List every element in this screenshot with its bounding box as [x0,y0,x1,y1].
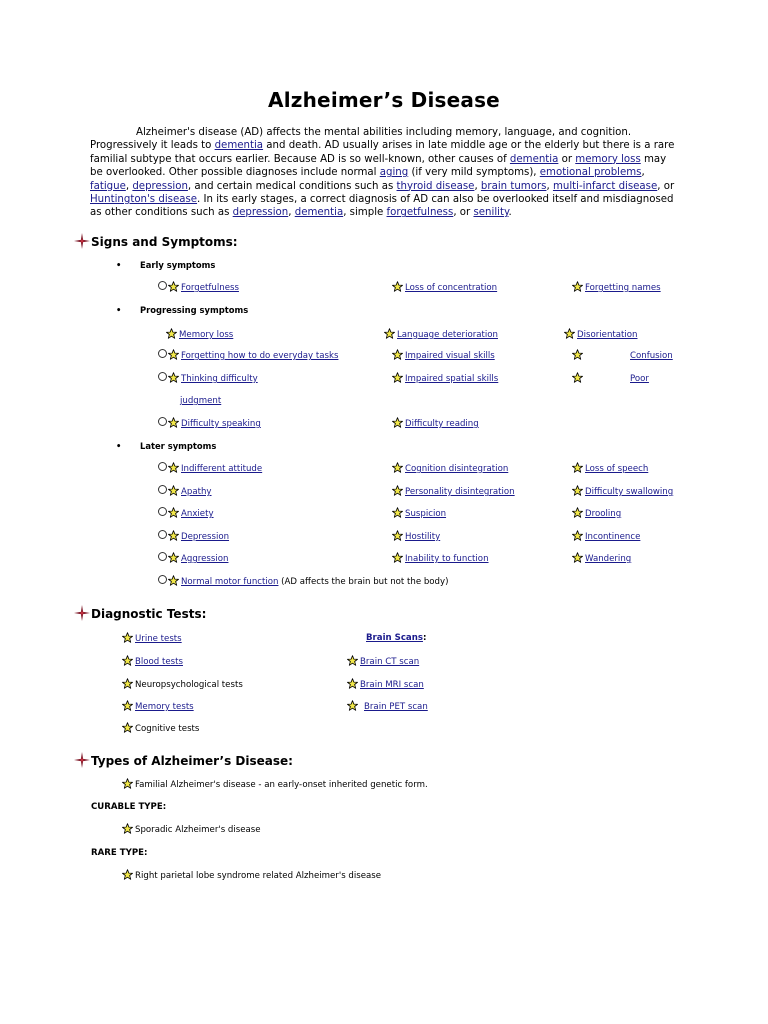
symptom-link[interactable]: Difficulty speaking [181,419,261,429]
circle-bullet-icon [158,530,167,539]
motor-function-note: (AD affects the brain but not the body) [278,577,449,587]
intro-link[interactable]: dementia [294,207,344,219]
star-icon [564,328,575,339]
symptom-item [392,462,508,475]
symptom-item [158,462,262,475]
symptom-item [572,507,621,520]
symptom-item [384,328,498,341]
symptom-link[interactable]: Incontinence [585,532,641,542]
symptom-item [158,507,214,520]
star-icon [122,655,133,666]
intro-link[interactable]: fatigue [90,180,126,192]
star-icon [166,328,177,339]
symptom-item [572,530,640,543]
intro-link[interactable]: Huntington's disease [90,194,198,206]
symptom-item [392,552,489,565]
star-icon [122,869,133,880]
early-symptoms-label: • Early symptoms [116,260,216,270]
symptom-link[interactable]: Forgetfulness [181,283,239,293]
symptom-item [158,281,239,294]
symptom-item [158,552,228,565]
star-icon [347,655,358,666]
star-icon [168,462,179,473]
diagnostic-test-item [122,700,194,713]
circle-bullet-icon [158,281,167,290]
symptom-link[interactable]: Inability to function [405,554,489,564]
symptom-item [572,349,673,362]
star-icon [572,485,583,496]
symptom-item [392,281,497,294]
star-icon [168,349,179,360]
star-icon [168,530,179,541]
symptom-link[interactable]: Aggression [181,554,229,564]
star-icon [347,700,358,711]
circle-bullet-icon [158,349,167,358]
brain-scans-link[interactable]: Brain Scans [366,633,423,643]
intro-text: or [558,153,576,165]
symptom-link[interactable]: Depression [181,532,230,542]
symptom-item [564,328,638,341]
intro-text: . [508,207,512,219]
intro-text: , or [453,207,474,219]
symptom-link[interactable]: Indifferent attitude [181,464,263,474]
intro-link[interactable]: multi-infarct disease [552,180,658,192]
star-icon [392,530,403,541]
brain-scan-item [347,700,428,713]
intro-link[interactable]: brain tumors [480,180,547,192]
page-title: Alzheimer’s Disease [268,88,500,112]
intro-link[interactable]: depression [132,180,188,192]
brain-scan-link[interactable]: Brain MRI scan [360,680,424,690]
star-icon [572,462,583,473]
circle-bullet-icon [158,507,167,516]
diagnostic-test-link: Neuropsychological tests [135,680,243,690]
later-symptoms-label: • Later symptoms [116,441,217,451]
star-icon [392,281,403,292]
brain-scan-item [347,678,424,691]
intro-text: , [474,180,481,192]
star-icon [572,530,583,541]
symptom-item [572,281,661,294]
signs-heading: Signs and Symptoms: [74,233,238,249]
rare-type-label: RARE TYPE: [91,848,148,858]
star-icon [392,462,403,473]
brain-scan-item [347,655,419,668]
symptom-link[interactable]: Personality disintegration [405,487,515,497]
diagnostic-test-link[interactable]: Blood tests [135,657,183,667]
symptom-link[interactable]: Language deterioration [397,330,498,340]
star-icon [392,552,403,563]
circle-bullet-icon [158,575,167,584]
star-icon [392,349,403,360]
star-icon [168,485,179,496]
intro-paragraph [90,126,680,220]
symptom-item [158,417,261,430]
symptom-link[interactable]: Poor [630,374,649,384]
symptom-item [572,372,649,385]
intro-text: , [125,180,133,192]
diagnostic-heading: Diagnostic Tests: [74,605,206,621]
brain-scan-link[interactable]: Brain CT scan [360,657,420,667]
symptom-link[interactable]: Impaired visual skills [405,351,495,361]
star-icon [168,552,179,563]
circle-bullet-icon [158,372,167,381]
symptom-link[interactable]: Memory loss [179,330,234,340]
symptom-link[interactable]: Loss of concentration [405,283,498,293]
intro-text: , simple [343,207,387,219]
star-icon [572,552,583,563]
intro-link[interactable]: forgetfulness [386,207,454,219]
symptom-link[interactable]: Drooling [585,509,622,519]
symptom-item [392,507,446,520]
symptom-item [158,372,258,385]
intro-link[interactable]: aging [379,167,409,179]
right-parietal-type-item: Right parietal lobe syndrome related Alzheimer's disease [122,869,381,882]
intro-text: , and certain medical conditions such as [187,180,397,192]
symptom-link[interactable]: Hostility [405,532,441,542]
intro-link[interactable]: dementia [509,153,559,165]
intro-text: , [641,167,645,179]
symptom-link[interactable]: Forgetting how to do everyday tasks [181,351,339,361]
intro-link[interactable]: dementia [214,140,264,152]
symptom-item [572,485,673,498]
symptom-item [572,462,648,475]
diagnostic-test-item [122,655,183,668]
intro-text: and death. AD usually arises in late middle age or the elderly but there is a rare familial subtype that occurs earlier. Because AD is so well-known, other causes of [90,140,675,165]
sporadic-type-item: Sporadic Alzheimer's disease [122,823,261,836]
familial-type-item: Familial Alzheimer's disease - an early-onset inherited genetic form. [122,778,428,791]
circle-bullet-icon [158,485,167,494]
symptom-item [158,485,212,498]
star-icon [122,700,133,711]
star-icon [168,575,179,586]
star-icon [168,507,179,518]
star-icon [168,281,179,292]
diagnostic-test-item [122,722,199,735]
diagnostic-test-link[interactable]: Urine tests [135,634,182,644]
star-icon [168,417,179,428]
diagnostic-test-item [122,678,243,691]
diagnostic-test-item [122,632,182,645]
symptom-item [166,328,233,341]
intro-text: may be overlooked. Other possible diagnoses include normal [90,153,667,179]
intro-text: . In its early stages, a correct diagnosis of AD can also be overlooked itself and misdiagnosed as other conditions such as [90,194,674,219]
symptom-item [572,552,631,565]
symptom-item [158,575,448,588]
intro-link[interactable]: memory loss [575,153,641,165]
symptom-item [158,530,229,543]
symptom-link[interactable]: Disorientation [577,330,638,340]
symptom-item [392,530,440,543]
star-icon [572,372,583,383]
symptom-link[interactable]: Difficulty reading [405,419,479,429]
symptom-link[interactable]: Cognition disintegration [405,464,509,474]
intro-text: , or [657,180,675,192]
circle-bullet-icon [158,552,167,561]
star-icon [347,678,358,689]
star-icon [392,507,403,518]
star-icon [384,328,395,339]
symptom-wrap [180,395,221,407]
symptom-item [392,485,515,498]
diagnostic-test-link[interactable]: Memory tests [135,702,194,712]
diagnostic-test-link: Cognitive tests [135,724,200,734]
intro-text: , [546,180,553,192]
intro-link[interactable]: senility [473,207,509,219]
symptom-link[interactable]: judgment [180,396,222,406]
intro-link[interactable]: emotional problems [539,167,642,179]
circle-bullet-icon [158,462,167,471]
curable-type-label: CURABLE TYPE: [91,802,167,812]
star-icon [168,372,179,383]
symptom-link[interactable]: Apathy [181,487,212,497]
symptom-link[interactable]: Wandering [585,554,632,564]
symptom-link[interactable]: Loss of speech [585,464,649,474]
intro-link[interactable]: depression [232,207,289,219]
progressing-symptoms-label: • Progressing symptoms [116,305,249,315]
star-icon [122,778,133,789]
types-heading: Types of Alzheimer’s Disease: [74,752,293,768]
symptom-item [392,349,495,362]
symptom-link[interactable]: Difficulty swallowing [585,487,674,497]
star-icon [572,349,583,360]
star-icon [122,632,133,643]
star-icon [572,507,583,518]
star-icon [392,372,403,383]
symptom-link[interactable]: Confusion [630,351,673,361]
symptom-item [392,372,498,385]
circle-bullet-icon [158,417,167,426]
symptom-link[interactable]: Suspicion [405,509,447,519]
symptom-item [392,417,479,430]
symptom-item [158,349,338,362]
star-icon [572,281,583,292]
intro-text: (if very mild symptoms), [408,167,540,179]
motor-function-link[interactable]: Normal motor function [181,577,279,587]
symptom-link[interactable]: Forgetting names [585,283,661,293]
brain-scans-label: Brain Scans: [366,633,427,643]
symptom-link[interactable]: Anxiety [181,509,214,519]
brain-scan-link[interactable]: Brain PET scan [364,702,428,712]
star-icon [122,678,133,689]
intro-text: Alzheimer's disease (AD) affects the mental abilities including memory, language, and cognition. Progressively it leads to [90,127,632,152]
star-icon [392,485,403,496]
sparkle-icon [74,605,90,621]
sparkle-icon [74,752,90,768]
symptom-link[interactable]: Impaired spatial skills [405,374,499,384]
star-icon [122,722,133,733]
star-icon [392,417,403,428]
intro-text: , [288,207,295,219]
sparkle-icon [74,233,90,249]
symptom-link[interactable]: Thinking difficulty [181,374,258,384]
intro-link[interactable]: thyroid disease [396,180,475,192]
star-icon [122,823,133,834]
